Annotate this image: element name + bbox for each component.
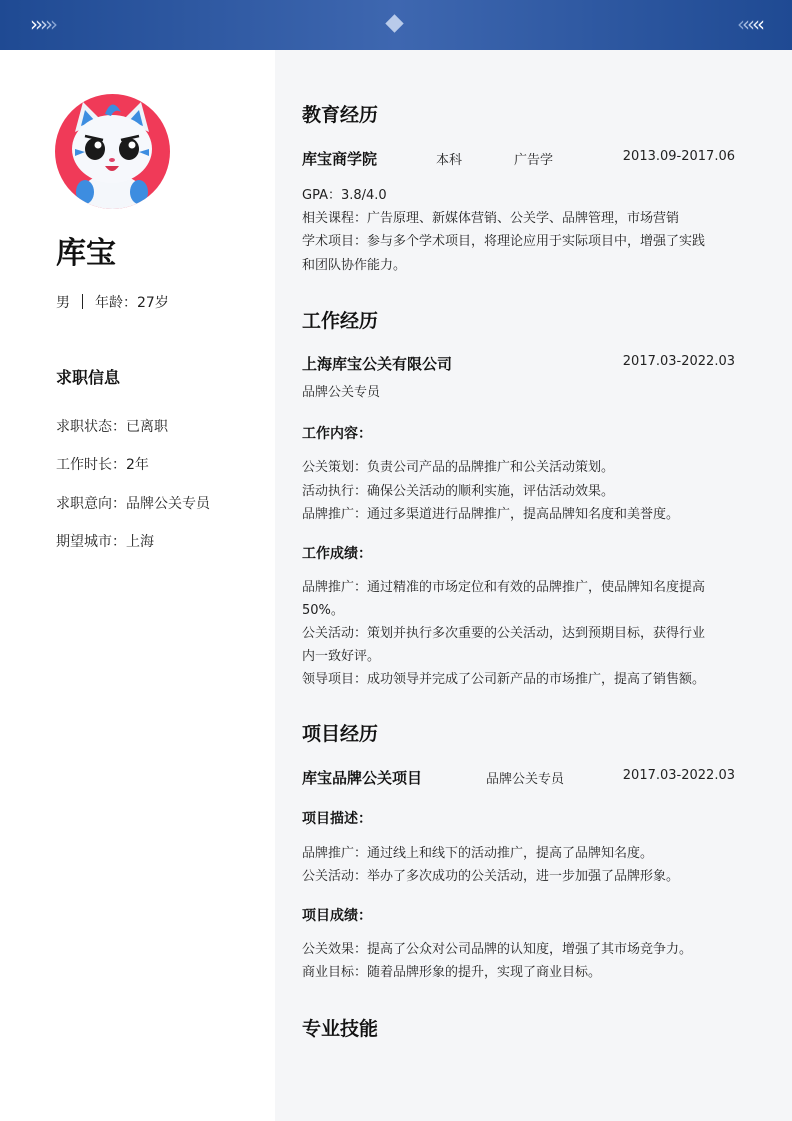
gender: 男 xyxy=(56,295,70,311)
major: 广告学 xyxy=(514,153,554,168)
job-info-title: 求职信息 xyxy=(56,368,121,387)
avatar xyxy=(55,94,170,209)
list-item: 品牌推广：通过精准的市场定位和有效的品牌推广，使品牌知名度提高 xyxy=(302,580,706,595)
education-title: 教育经历 xyxy=(302,104,379,126)
work-duration: 工作时长：2年 xyxy=(56,457,149,473)
work-date: 2017.03-2022.03 xyxy=(622,354,735,369)
school-name: 库宝商学院 xyxy=(302,150,378,168)
skills-title: 专业技能 xyxy=(302,1018,379,1040)
list-item: 品牌推广：通过多渠道进行品牌推广，提高品牌知名度和美誉度。 xyxy=(302,507,680,522)
project-role: 品牌公关专员 xyxy=(486,772,565,787)
job-status: 求职状态：已离职 xyxy=(56,419,168,435)
sidebar xyxy=(0,50,275,1121)
position: 品牌公关专员 xyxy=(302,385,381,400)
work-content-title: 工作内容： xyxy=(302,426,372,442)
list-item: 内一致好评。 xyxy=(302,649,381,664)
top-banner xyxy=(0,0,792,50)
list-item: 活动执行：确保公关活动的顺利实施，评估活动效果。 xyxy=(302,484,615,499)
project-results-title: 项目成绩： xyxy=(302,908,372,924)
age: 年龄：27岁 xyxy=(95,295,169,311)
expected-city: 期望城市：上海 xyxy=(56,534,154,550)
chevrons-right-icon: ››››› xyxy=(30,12,55,36)
company-name: 上海库宝公关有限公司 xyxy=(302,355,453,373)
project-desc-title: 项目描述： xyxy=(302,811,372,827)
list-item: 公关策划：负责公司产品的品牌推广和公关活动策划。 xyxy=(302,460,615,475)
project-name: 库宝品牌公关项目 xyxy=(302,769,423,787)
basic-info xyxy=(56,292,169,312)
list-item: 50%。 xyxy=(302,603,344,618)
gpa: GPA：3.8/4.0 xyxy=(302,188,387,203)
work-results-title: 工作成绩： xyxy=(302,546,372,562)
diamond-icon xyxy=(385,14,403,32)
work-title: 工作经历 xyxy=(302,310,379,332)
divider xyxy=(82,294,83,309)
list-item: 领导项目：成功领导并完成了公司新产品的市场推广，提高了销售额。 xyxy=(302,672,706,687)
project-title: 项目经历 xyxy=(302,723,379,745)
list-item: 商业目标：随着品牌形象的提升，实现了商业目标。 xyxy=(302,965,602,980)
job-intention: 求职意向：品牌公关专员 xyxy=(56,496,210,512)
academic-projects-cont: 和团队协作能力。 xyxy=(302,258,407,273)
candidate-name: 库宝 xyxy=(56,236,116,271)
degree: 本科 xyxy=(436,153,463,168)
list-item: 公关活动：策划并执行多次重要的公关活动，达到预期目标，获得行业 xyxy=(302,626,706,641)
chevrons-left-icon: ‹‹‹‹‹ xyxy=(737,12,762,36)
courses: 相关课程：广告原理、新媒体营销、公关学、品牌管理，市场营销 xyxy=(302,211,680,226)
list-item: 公关活动：举办了多次成功的公关活动，进一步加强了品牌形象。 xyxy=(302,869,680,884)
cartoon-cat-avatar-icon xyxy=(55,94,170,209)
list-item: 公关效果：提高了公众对公司品牌的认知度，增强了其市场竞争力。 xyxy=(302,942,693,957)
education-date: 2013.09-2017.06 xyxy=(622,149,735,164)
academic-projects: 学术项目：参与多个学术项目，将理论应用于实际项目中，增强了实践 xyxy=(302,234,706,249)
list-item: 品牌推广：通过线上和线下的活动推广，提高了品牌知名度。 xyxy=(302,846,654,861)
project-date: 2017.03-2022.03 xyxy=(622,768,735,783)
